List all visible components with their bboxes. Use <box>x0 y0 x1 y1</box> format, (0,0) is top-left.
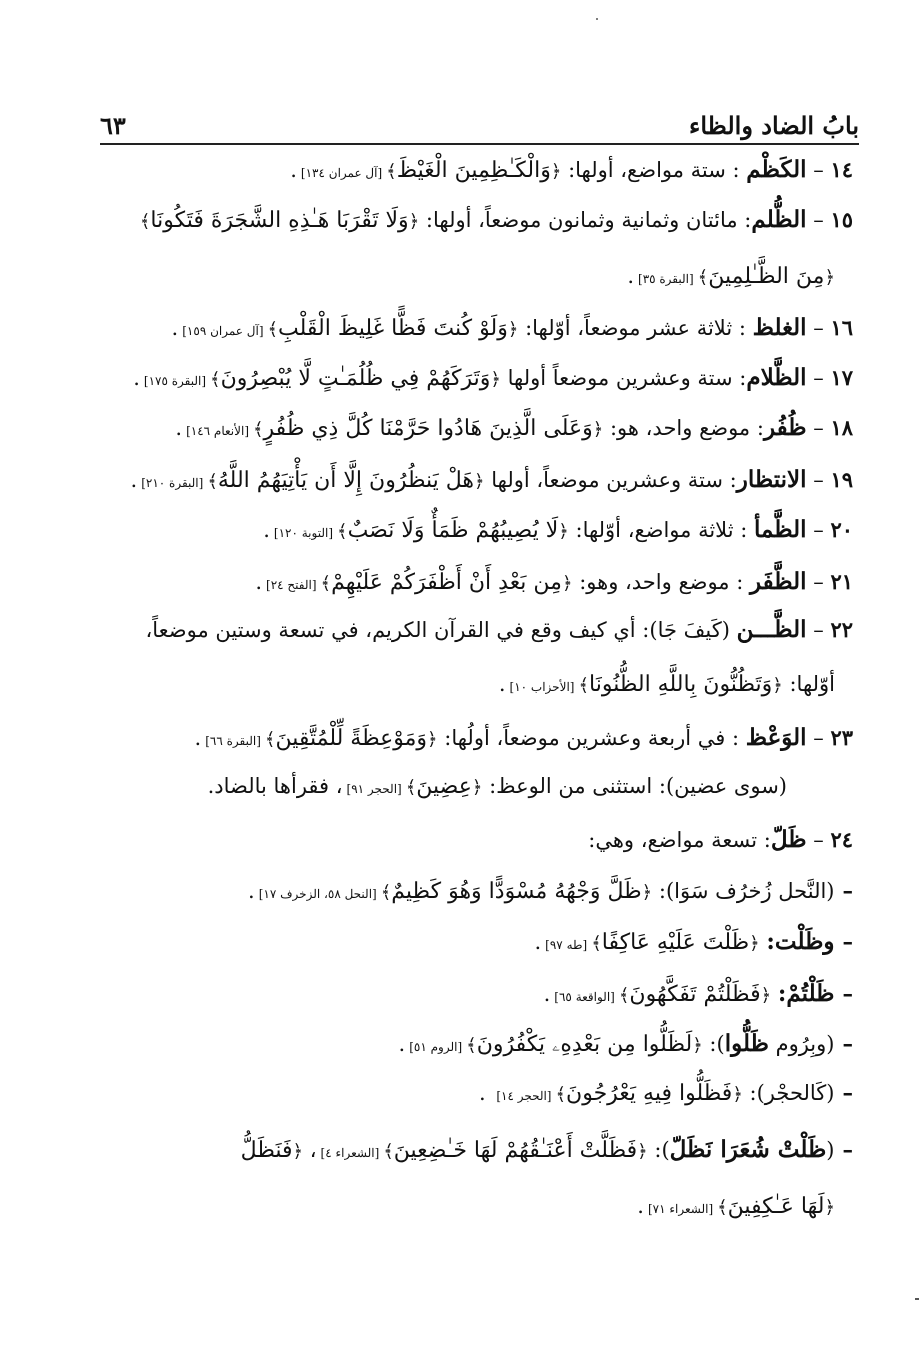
entry-text: ): <box>702 1032 725 1056</box>
entry-line-e18: ١٨ – ظُفُر: موضع واحد، هو: ﴿وَعَلَى الَّذِينَ هَادُوا حَرَّمْنَا كُلَّ ذِي ظُفُرٍ﴾[الأنعام ١٤٦]. <box>175 414 853 441</box>
entry-end: . <box>171 316 179 340</box>
quran-verse: فَظَلُّوا فِيهِ يَعْرُجُونَ <box>566 1081 733 1106</box>
entry-term: ظَلّ <box>770 826 807 853</box>
entry-end: . <box>543 982 551 1006</box>
entry-number: ١٨ <box>830 415 853 440</box>
entry-end: . <box>194 726 202 750</box>
entry-end: ، <box>303 1138 317 1162</box>
header-rule <box>100 143 859 145</box>
entry-line-e19: ١٩ – الانتظار: ستة وعشرين موضعاً، أولها ﴿هَلْ يَنظُرُونَ إِلَّا أَن يَأْتِيَهُمُ اللَّهُ﴾[البقرة ٢١٠]. <box>130 466 853 493</box>
entry-text: : في أربعة وعشرين موضعاً، أولُها: <box>437 726 746 750</box>
verse-reference: [الروم ٥١] <box>409 1040 463 1054</box>
quran-bracket-open: ﴿ <box>558 521 569 542</box>
entry-number: ٢٠ <box>830 517 853 542</box>
entry-number: ١٦ <box>830 315 853 340</box>
entry-term: ظُفُر <box>763 414 807 441</box>
verse-reference: [آل عمران ١٣٤] <box>300 166 383 180</box>
margin-tick <box>915 1298 919 1300</box>
quran-bracket-close: ﴾ <box>578 675 589 696</box>
quran-verse: مِن بَعْدِ أَنْ أَظْفَرَكُمْ عَلَيْهِمْ <box>331 570 562 595</box>
quran-verse: وَلَا تَقْرَبَا هَـٰذِهِ الشَّجَرَةَ فَتَكُونَا <box>150 208 409 233</box>
entry-end: . <box>175 416 183 440</box>
quran-verse: وَلَوْ كُنتَ فَظًّا غَلِيظَ الْقَلْبِ <box>278 316 508 341</box>
quran-bracket-open: ﴿ <box>471 777 483 798</box>
entry-line-s5 <box>96 1080 853 1107</box>
quran-bracket-close: ﴾ <box>697 267 709 288</box>
entry-text: : موضع واحد، هو: <box>603 416 764 440</box>
verse-reference: [الحجر ٩١] <box>346 782 402 796</box>
quran-bracket-open: ﴿ <box>592 419 604 440</box>
quran-verse: عِضِينَ <box>416 774 472 799</box>
entry-text: (النَّحل زُخرُف سَوَا): <box>652 879 835 903</box>
entry-text: ( <box>826 1138 835 1162</box>
entry-line-e23: ٢٣ – الوَعْظ : في أربعة وعشرين موضعاً، أولُها: ﴿وَمَوْعِظَةً لِّلْمُتَّقِينَ﴾[البقرة ٦٦]. <box>194 724 853 751</box>
margin-mark <box>596 18 598 20</box>
entry-text: : ستة وعشرين موضعاً، أولها <box>484 468 737 492</box>
chapter-title: بابُ الضاد والظاء <box>689 111 859 140</box>
entry-term: ظَلْتْ شُعَرَا نَظَلّ <box>669 1136 827 1163</box>
entry-text: : ستة وعشرين موضعاً أولها <box>500 366 747 390</box>
entry-number: ٢٢ <box>830 617 853 642</box>
quran-bracket-close: ﴾ <box>717 1197 728 1218</box>
quran-bracket-open: ﴿ <box>427 729 438 750</box>
entry-end: . <box>263 518 270 542</box>
quran-verse: لَهَا عَـٰكِفِينَ <box>727 1194 825 1219</box>
quran-verse: فَظَلَّتْ أَعْنَـٰقُهُمْ لَهَا خَـٰضِعِينَ <box>393 1138 638 1163</box>
quran-bracket-open: ﴿ <box>561 573 573 594</box>
quran-bracket-close: ﴾ <box>320 573 332 594</box>
entry-end: . <box>248 879 255 903</box>
entry-end: . <box>130 468 138 492</box>
entry-line-e22a: ٢٢ – الظَّـــن (كَيفَ جَا): أي كيف وقع في القرآن الكريم، في تسعة وستين موضعاً، <box>145 616 853 643</box>
entry-line-e20: ٢٠ – الظَّمأ : ثلاثة مواضع، أوّلها: ﴿لَا يُصِيبُهُمْ ظَمَأٌ وَلَا نَصَبٌ﴾[التوبة ١٢٠]. <box>263 516 853 543</box>
entry-end: . <box>627 264 634 288</box>
page-number: ٦٣ <box>100 111 126 140</box>
entry-term: الظَّلام <box>746 364 807 391</box>
verse-reference: [الأنعام ١٤٦] <box>186 424 249 438</box>
entry-line-e15a: ١٥ – الظُّلم: مائتان وثمانية وثمانون موضعاً، أولها: ﴿وَلَا تَقْرَبَا هَـٰذِهِ الشَّجَرَةَ فَتَكُونَا﴾ <box>139 206 853 233</box>
quran-bracket-close: ﴾ <box>210 369 221 390</box>
entry-line-e24: ٢٤ – ظَلّ: تسعة مواضع، وهي: <box>588 826 853 853</box>
quran-verse: مِنَ الظَّـٰلِمِينَ <box>708 264 825 289</box>
quran-bracket-open: ﴿ <box>692 1035 703 1056</box>
entry-line-s6 <box>96 1136 853 1164</box>
quran-bracket-open: ﴿ <box>637 1141 648 1162</box>
verse-reference: [البقرة ١٧٥] <box>143 374 207 388</box>
verse-reference: [الشعراء ٧١] <box>647 1202 714 1216</box>
verse-reference: [الواقعة ٦٥] <box>554 990 615 1004</box>
quran-bracket-close: ﴾ <box>139 211 151 232</box>
entry-term: الظَّمأ <box>754 516 807 543</box>
entry-term: الظُّلم <box>751 206 807 233</box>
verse-reference: [البقرة ٣٥] <box>638 272 694 286</box>
entry-end: . <box>133 366 140 390</box>
entry-number: ١٩ <box>830 467 853 492</box>
entry-end: . <box>637 1194 644 1218</box>
quran-verse: لَظَلُّوا مِن بَعْدِهِۦ يَكْفُرُونَ <box>476 1032 693 1057</box>
verse-reference: [طه ٩٧] <box>545 938 588 952</box>
quran-bracket-open: ﴿ <box>292 1141 304 1162</box>
entry-number: ١٥ <box>830 207 853 232</box>
verse-reference: [الفتح ٢٤] <box>266 578 317 592</box>
entry-term: الكَظْم <box>746 156 807 183</box>
verse-reference: [البقرة ٦٦] <box>205 734 261 748</box>
quran-bracket-close: ﴾ <box>618 985 630 1006</box>
quran-bracket-open: ﴿ <box>760 985 772 1006</box>
quran-bracket-open: ﴿ <box>641 882 653 903</box>
bullet-dash: – <box>842 929 853 954</box>
verse-reference: [الأحزاب ١٠] <box>509 680 575 694</box>
entry-line-e17: ١٧ – الظَّلام: ستة وعشرين موضعاً أولها ﴿وَتَرَكَهُمْ فِي ظُلُمَـٰتٍ لَّا يُبْصِرُونَ﴾[البقرة ١٧٥]. <box>133 364 853 391</box>
entry-line-s1 <box>96 878 853 905</box>
entry-term: ظَلْتُمْ: <box>777 980 835 1007</box>
verse-reference: [الحجر ١٤] <box>496 1089 552 1103</box>
bullet-dash: – <box>842 981 853 1006</box>
verse-reference: [آل عمران ١٥٩] <box>182 324 264 338</box>
entry-term: الغلظ <box>752 314 807 341</box>
entry-text: (كَيفَ جَا): أي كيف وقع في القرآن الكريم، في تسعة وستين موضعاً، <box>145 618 737 642</box>
verse-reference: [التوبة ١٢٠] <box>273 526 334 540</box>
quran-verse: فَظَلْتُمْ تَفَكَّهُونَ <box>629 982 761 1007</box>
entry-line-e22b <box>96 672 835 698</box>
quran-bracket-open: ﴿ <box>732 1084 743 1105</box>
quran-bracket-close: ﴾ <box>337 521 348 542</box>
verse-reference: [البقرة ٢١٠] <box>141 476 204 490</box>
entry-term: الظَّفَر <box>749 568 807 595</box>
quran-bracket-open: ﴿ <box>550 161 562 182</box>
quran-bracket-open: ﴿ <box>824 267 835 288</box>
running-header <box>100 98 859 140</box>
entry-number: ١٤ <box>830 157 853 182</box>
entry-text: : تسعة مواضع، وهي: <box>588 828 771 852</box>
quran-bracket-close: ﴾ <box>253 419 264 440</box>
entry-text <box>771 982 778 1006</box>
quran-bracket-open: ﴿ <box>749 933 760 954</box>
entry-text: : موضع واحد، وهو: <box>572 570 750 594</box>
quran-verse: ظَلْتَ عَلَيْهِ عَاكِفًا <box>601 930 750 955</box>
verse-reference: [النحل ٥٨، الزخرف ١٧] <box>258 887 377 901</box>
entry-line-s3 <box>96 980 853 1008</box>
quran-bracket-close: ﴾ <box>267 319 279 340</box>
quran-bracket-close: ﴾ <box>380 882 392 903</box>
entry-number: ٢٤ <box>830 827 853 852</box>
quran-bracket-close: ﴾ <box>207 471 218 492</box>
quran-verse: وَالْكَـٰظِمِينَ الْغَيْظَ <box>396 158 551 183</box>
entry-text: (وبِرُوم <box>768 1032 835 1056</box>
verse-reference: [الشعراء ٤] <box>320 1146 380 1160</box>
quran-bracket-open: ﴿ <box>824 1197 835 1218</box>
entry-term: ظَلُّوا <box>724 1030 769 1057</box>
quran-bracket-open: ﴿ <box>772 675 783 696</box>
bullet-dash: – <box>842 1137 853 1162</box>
quran-verse: فَنَظَلُّ <box>240 1138 293 1163</box>
quran-bracket-open: ﴿ <box>507 319 519 340</box>
entry-end: . <box>534 930 542 954</box>
bullet-dash: – <box>842 878 853 903</box>
entry-line-e14: ١٤ – الكَظْم : ستة مواضع، أولها: ﴿وَالْكَـٰظِمِينَ الْغَيْظَ﴾[آل عمران ١٣٤]. <box>290 156 853 183</box>
quran-bracket-close: ﴾ <box>264 729 276 750</box>
entry-number: ٢٣ <box>830 725 853 750</box>
entry-text: (سوى عضين): استثنى من الوعظ: <box>482 774 787 798</box>
entry-term: وظَلْت: <box>766 928 835 955</box>
entry-term: الظَّـــن <box>736 616 807 643</box>
quran-bracket-open: ﴿ <box>490 369 501 390</box>
entry-end: ، فقرأها بالضاد. <box>207 774 343 798</box>
entry-line-e15b <box>96 264 835 290</box>
entry-line-e23b <box>96 774 787 800</box>
bullet-dash: – <box>842 1080 853 1105</box>
bullet-dash: – <box>842 1031 853 1056</box>
quran-verse: لَا يُصِيبُهُمْ ظَمَأٌ وَلَا نَصَبٌ <box>347 518 559 543</box>
entry-text: : مائتان وثمانية وثمانون موضعاً، أولها: <box>419 208 752 232</box>
entry-text: : ستة مواضع، أولها: <box>561 158 747 182</box>
entry-number: ٢١ <box>830 569 853 594</box>
quran-bracket-open: ﴿ <box>408 211 420 232</box>
entry-text: : ثلاثة مواضع، أوّلها: <box>568 518 754 542</box>
entry-line-e16: ١٦ – الغلظ : ثلاثة عشر موضعاً، أوّلها: ﴿وَلَوْ كُنتَ فَظًّا غَلِيظَ الْقَلْبِ﴾[آل عمران ١٥٩]. <box>171 314 853 341</box>
quran-verse: وَتَرَكَهُمْ فِي ظُلُمَـٰتٍ لَّا يُبْصِرُونَ <box>220 366 491 391</box>
entry-text: : ثلاثة عشر موضعاً، أوّلها: <box>518 316 753 340</box>
entry-end: . <box>498 672 506 696</box>
entry-end: . <box>478 1081 493 1105</box>
quran-bracket-close: ﴾ <box>386 161 397 182</box>
entry-number: ١٧ <box>830 365 853 390</box>
entry-text: (كَالحجْر): <box>742 1081 835 1105</box>
entry-text: ): <box>647 1138 670 1162</box>
quran-bracket-close: ﴾ <box>555 1084 567 1105</box>
quran-verse: هَلْ يَنظُرُونَ إِلَّا أَن يَأْتِيَهُمُ اللَّهُ <box>217 468 475 493</box>
quran-bracket-close: ﴾ <box>405 777 417 798</box>
quran-verse: وَتَظُنُّونَ بِاللَّهِ الظُّنُونَا <box>589 672 773 697</box>
quran-bracket-close: ﴾ <box>383 1141 394 1162</box>
entry-end: . <box>398 1032 406 1056</box>
quran-verse: وَعَلَى الَّذِينَ هَادُوا حَرَّمْنَا كُلَّ ذِي ظُفُرٍ <box>263 416 593 441</box>
entry-line-s6b <box>96 1194 835 1220</box>
entry-line-s2 <box>96 928 853 956</box>
entry-end: . <box>255 570 262 594</box>
entry-term: الوَعْظ <box>745 724 807 751</box>
entry-line-e21: ٢١ – الظَّفَر : موضع واحد، وهو: ﴿مِن بَعْدِ أَنْ أَظْفَرَكُمْ عَلَيْهِمْ﴾[الفتح ٢٤]. <box>255 568 853 595</box>
entry-text: أوّلها: <box>782 672 835 696</box>
quran-bracket-open: ﴿ <box>474 471 485 492</box>
quran-bracket-close: ﴾ <box>591 933 602 954</box>
entry-term: الانتظار <box>736 466 807 493</box>
quran-verse: وَمَوْعِظَةً لِّلْمُتَّقِينَ <box>275 726 428 751</box>
quran-bracket-close: ﴾ <box>466 1035 477 1056</box>
entry-end: . <box>290 158 297 182</box>
quran-verse: ظَلَّ وَجْهُهُ مُسْوَدًّا وَهُوَ كَظِيمٌ <box>391 879 642 904</box>
entry-line-s4 <box>96 1030 853 1058</box>
